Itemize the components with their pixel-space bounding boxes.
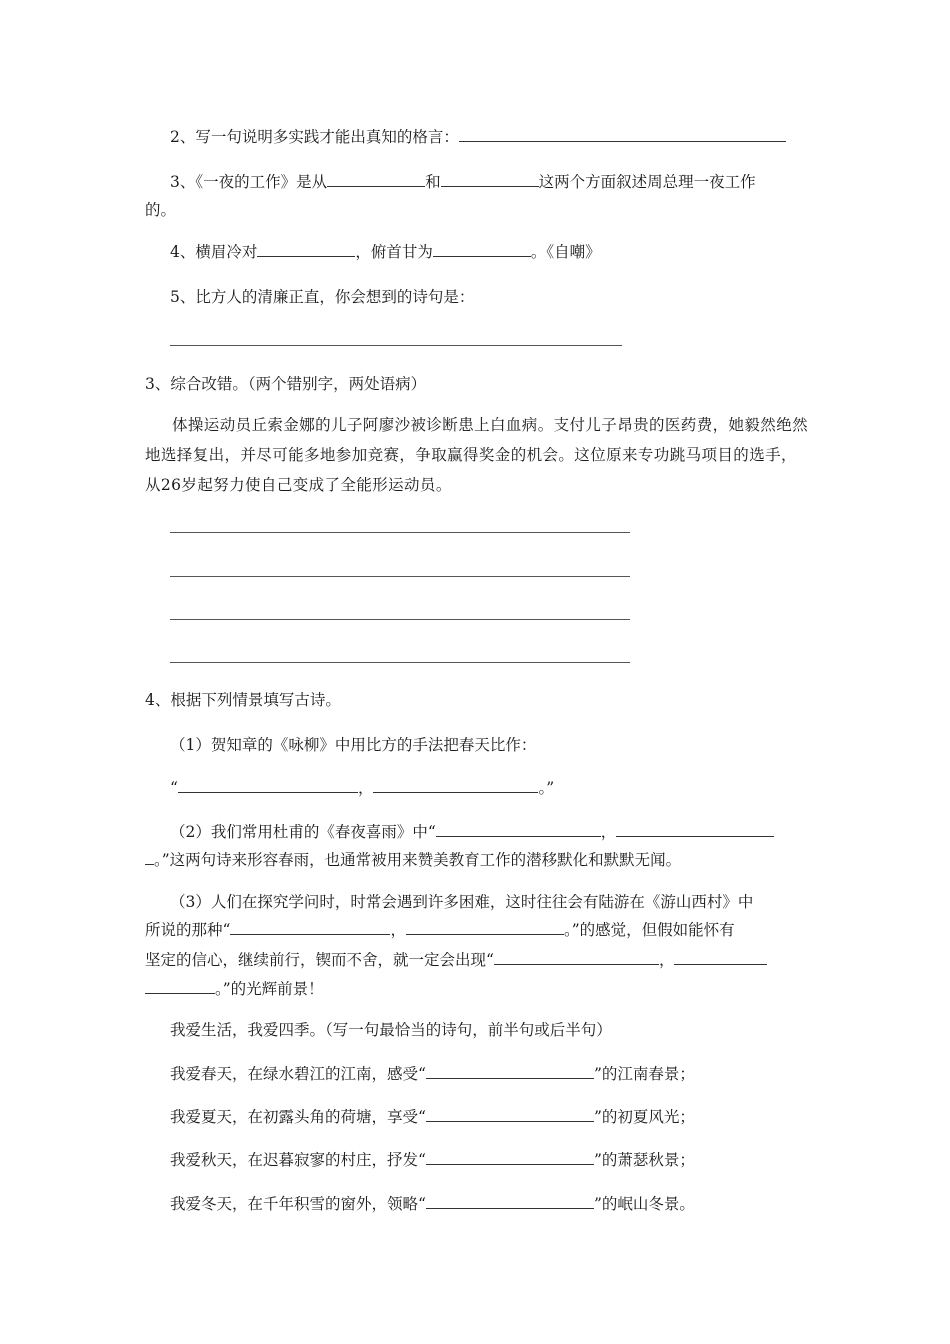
seasons-intro: 我爱生活，我爱四季。（写一句最恰当的诗句，前半句或后半句） [170, 1021, 612, 1039]
season-text: 我爱秋天，在迟暮寂寥的村庄，抒发“ [170, 1151, 426, 1169]
comma: ， [600, 823, 617, 841]
answer-blank[interactable] [433, 242, 531, 257]
question-4 [170, 240, 601, 264]
question-3 [170, 170, 756, 194]
item-3-text: 。”的感觉，但假如能怀有 [563, 921, 735, 939]
item-3-line1: （3）人们在探究学问时，时常会遇到许多困难，这时往往会有陆游在《游山西村》中 [170, 893, 754, 911]
comma: ， [390, 921, 406, 939]
answer-blank[interactable] [406, 920, 564, 935]
season-winter [170, 1192, 695, 1216]
item-3-text: 。”的光辉前景！ [215, 980, 324, 998]
answer-blank[interactable] [436, 822, 601, 837]
answer-blank[interactable] [616, 822, 774, 837]
item-1-answer [170, 776, 554, 800]
answer-blank[interactable] [145, 850, 154, 865]
answer-blank[interactable] [230, 920, 390, 935]
season-text: 我爱冬天，在千年积雪的窗外，领略“ [170, 1195, 426, 1213]
item-3-line2 [145, 918, 735, 942]
season-text: ”的萧瑟秋景； [593, 1151, 695, 1169]
question-4-text: 4、横眉冷对 [170, 243, 258, 261]
answer-blank[interactable] [426, 1107, 594, 1122]
item-3-text: 坚定的信心，继续前行，锲而不舍，就一定会出现“ [145, 951, 494, 969]
answer-line[interactable] [170, 662, 630, 663]
question-4-text: 。《自嘲》 [530, 243, 601, 261]
season-text: ”的江南春景； [593, 1065, 695, 1083]
season-autumn [170, 1148, 695, 1172]
item-1-text: （1）贺知章的《咏柳》中用比方的手法把春天比作： [170, 736, 537, 754]
answer-blank[interactable] [426, 1064, 594, 1079]
answer-line[interactable] [170, 345, 622, 346]
answer-line[interactable] [170, 532, 630, 533]
answer-line[interactable] [170, 576, 630, 577]
section-4-title: 4、根据下列情景填写古诗。 [145, 691, 341, 709]
answer-line[interactable] [170, 619, 630, 620]
item-3-line3 [145, 948, 767, 972]
answer-blank[interactable] [145, 979, 215, 994]
question-5: 5、比方人的清廉正直，你会想到的诗句是： [170, 288, 475, 306]
section-3-title: 3、综合改错。（两个错别字，两处语病） [145, 375, 427, 393]
item-2-continuation [145, 848, 681, 872]
item-3-line4 [145, 977, 324, 1001]
quote-mark: 。” [538, 779, 555, 797]
answer-blank[interactable] [426, 1150, 594, 1165]
question-3-continuation: 的。 [145, 201, 177, 219]
question-2 [170, 125, 786, 149]
comma: ， [357, 779, 374, 797]
comma: ， [658, 951, 675, 969]
question-3-text: 3、《一夜的工作》是从 [170, 173, 328, 191]
season-spring [170, 1062, 695, 1086]
season-text: ”的岷山冬景。 [593, 1195, 695, 1213]
answer-blank[interactable] [373, 778, 538, 793]
item-2-text: 。”这两句诗来形容春雨，也通常被用来赞美教育工作的潜移默化和默默无闻。 [154, 851, 682, 869]
answer-blank[interactable] [459, 127, 786, 142]
season-text: 我爱春天，在绿水碧江的江南，感受“ [170, 1065, 426, 1083]
season-text: 我爱夏天，在初露头角的荷塘，享受“ [170, 1108, 426, 1126]
answer-blank[interactable] [494, 950, 659, 965]
item-2-text: （2）我们常用杜甫的《春夜喜雨》中“ [170, 823, 436, 841]
question-2-text: 2、写一句说明多实践才能出真知的格言： [170, 128, 459, 146]
answer-blank[interactable] [426, 1194, 594, 1209]
question-4-text: ，俯首甘为 [355, 243, 433, 261]
answer-blank[interactable] [257, 242, 355, 257]
section-3-passage: 体操运动员丘索金娜的儿子阿廖沙被诊断患上白血病。支付儿子昂贵的医药费，她毅然绝然地选择复出，并尽可能多地参加竞赛，争取赢得奖金的机会。这位原来专功跳马项目的选手，从26岁起努力使自己变成了全能形运动员。 [145, 416, 809, 494]
item-3-text: 所说的那种“ [145, 921, 231, 939]
question-3-text: 和 [425, 173, 441, 191]
item-2 [170, 820, 774, 844]
answer-blank[interactable] [327, 172, 425, 187]
answer-blank[interactable] [674, 950, 767, 965]
answer-blank[interactable] [178, 778, 358, 793]
season-text: ”的初夏风光； [593, 1108, 695, 1126]
answer-blank[interactable] [441, 172, 539, 187]
question-3-text: 这两个方面叙述周总理一夜工作 [538, 173, 756, 191]
season-summer [170, 1105, 695, 1129]
quote-mark: “ [170, 779, 178, 797]
